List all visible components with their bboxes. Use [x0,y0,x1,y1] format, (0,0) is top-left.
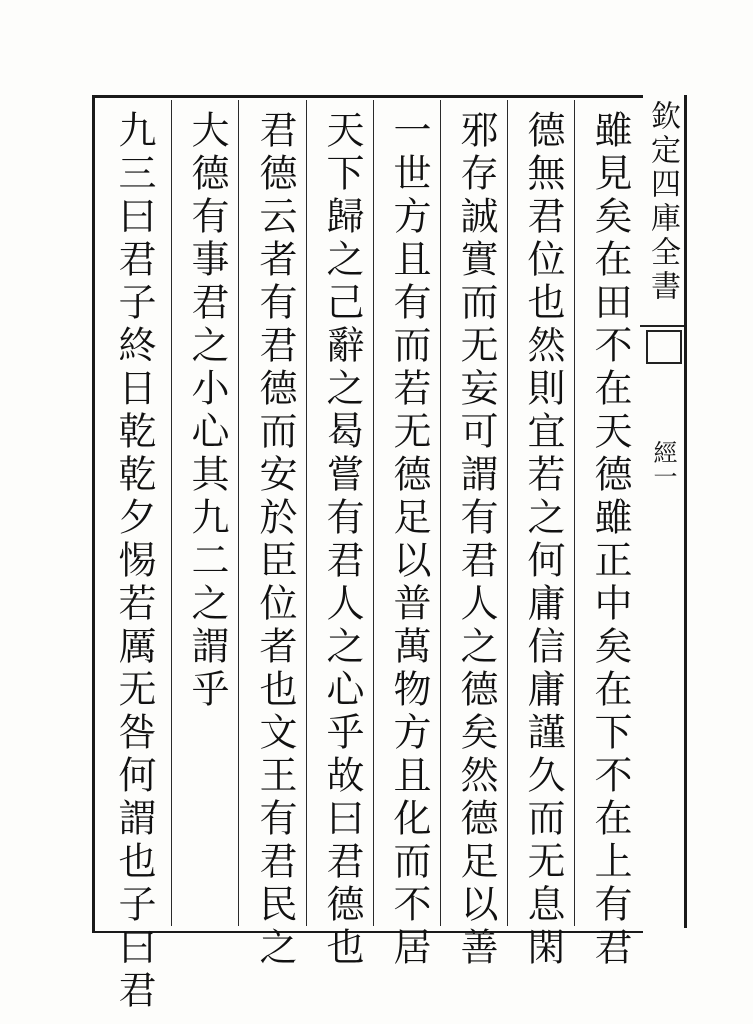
text-column-6: 君德云者有君德而安於臣位者也文王有君民之 [253,110,297,970]
margin-divider [640,325,684,327]
text-column-4: 一世方且有而若无德足以普萬物方且化而不居 [387,110,431,970]
text-column-2: 德無君位也然則宜若之何庸信庸謹久而无息閑 [521,110,565,970]
column-rule [440,100,441,926]
column-rule [373,100,374,926]
column-rule [306,100,307,926]
fish-tail-mark [646,330,682,364]
column-rule [574,100,575,926]
text-column-3: 邪存誠實而无妄可謂有君人之德矣然德足以善 [454,110,498,970]
column-rule [171,100,172,926]
column-rule [507,100,508,926]
text-column-8: 九三曰君子終日乾乾夕惕若厲无咎何謂也子曰君 [112,110,156,1013]
text-column-1: 雖見矣在田不在天德雖正中矣在下不在上有君 [588,110,632,970]
volume-mark: 經一 [649,440,677,488]
text-column-7: 大德有事君之小心其九二之謂乎 [185,110,229,712]
text-column-5: 天下歸之己辭之曷嘗有君人之心乎故曰君德也 [320,110,364,970]
column-rule [238,100,239,926]
book-title: 欽定四庫全書 [645,100,680,304]
